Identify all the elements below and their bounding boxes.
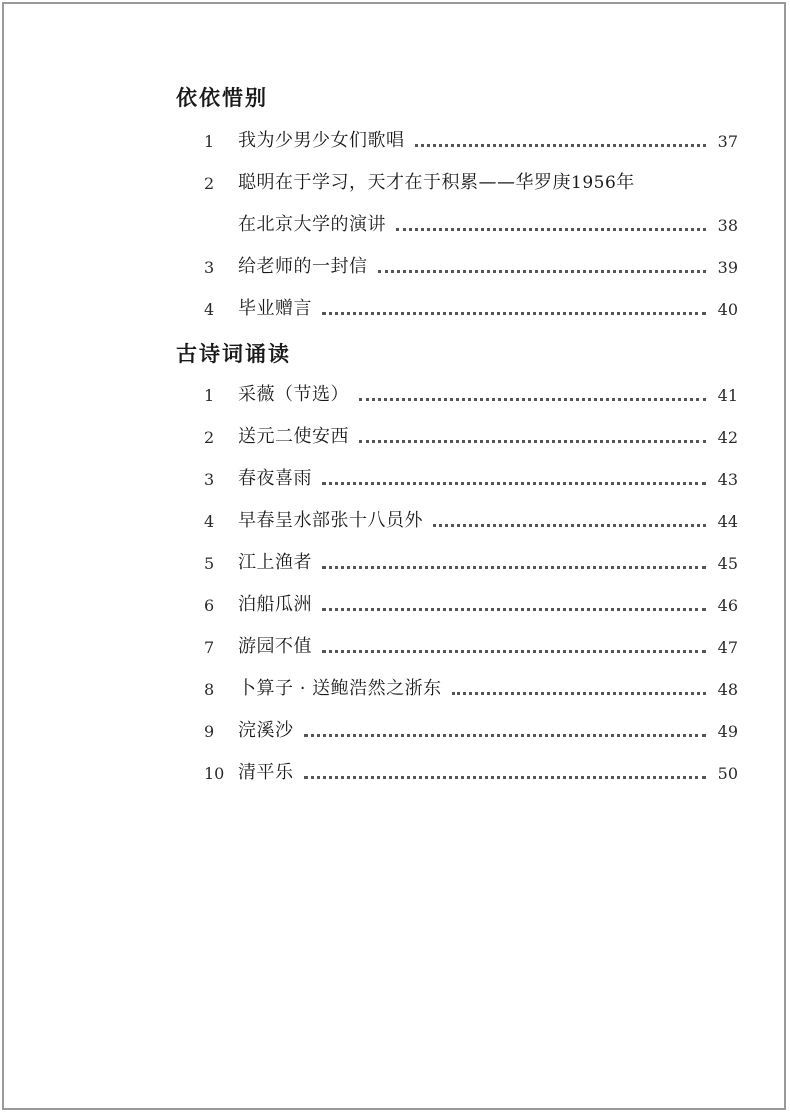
entry-number: 6 — [204, 596, 215, 615]
entry-page: 42 — [717, 428, 738, 447]
entry-page: 49 — [717, 722, 738, 741]
toc-entry[interactable] — [204, 590, 738, 616]
dot-leader — [359, 398, 706, 401]
entry-title-part: 聪明在于学习，天才在于积累——华罗庚 — [238, 172, 571, 193]
dot-leader — [433, 524, 706, 527]
entry-number: 3 — [204, 258, 215, 277]
dot-leader — [304, 734, 707, 737]
entry-title: 我为少男少女们歌唱 — [238, 130, 405, 151]
toc-entry[interactable] — [204, 126, 738, 152]
dot-leader — [322, 482, 706, 485]
toc-entry[interactable] — [204, 506, 738, 532]
entry-page: 44 — [717, 512, 738, 531]
entry-number: 2 — [204, 174, 215, 193]
entry-title-part: 年 — [616, 172, 635, 193]
entry-page: 43 — [717, 470, 738, 489]
entry-number: 7 — [204, 638, 215, 657]
entry-number: 4 — [204, 300, 215, 319]
toc-entry[interactable] — [204, 294, 738, 320]
entry-page: 47 — [717, 638, 738, 657]
dot-leader — [378, 270, 707, 273]
toc-entry[interactable] — [204, 674, 738, 700]
entry-title-line2: 在北京大学的演讲 — [238, 214, 386, 235]
toc-entry[interactable] — [204, 464, 738, 490]
entry-page: 48 — [717, 680, 738, 699]
entry-title: 浣溪沙 — [238, 720, 294, 741]
entry-title: 给老师的一封信 — [238, 256, 368, 277]
toc-entry[interactable] — [204, 380, 738, 406]
page — [2, 2, 786, 1110]
entry-page: 41 — [717, 386, 738, 405]
entry-page: 46 — [717, 596, 738, 615]
toc-entry[interactable] — [204, 548, 738, 574]
entry-title: 清平乐 — [238, 762, 294, 783]
entry-title-year: 1956 — [571, 173, 617, 193]
entry-number: 1 — [204, 132, 215, 151]
dot-leader — [322, 312, 706, 315]
entry-title: 采薇（节选） — [238, 384, 349, 405]
dot-leader — [322, 650, 706, 653]
entry-number: 4 — [204, 512, 215, 531]
entry-title: 毕业赠言 — [238, 298, 312, 319]
entry-number: 10 — [204, 764, 225, 783]
entry-number: 9 — [204, 722, 215, 741]
dot-leader — [452, 692, 706, 695]
entry-page: 50 — [717, 764, 738, 783]
entry-title: 游园不值 — [238, 636, 312, 657]
entry-number: 2 — [204, 428, 215, 447]
entry-number: 1 — [204, 386, 215, 405]
entry-number: 3 — [204, 470, 215, 489]
entry-number: 8 — [204, 680, 215, 699]
entry-title-line1 — [238, 172, 635, 194]
toc-entry[interactable] — [204, 758, 738, 784]
toc-entry[interactable] — [204, 716, 738, 742]
entry-title: 早春呈水部张十八员外 — [238, 510, 423, 531]
entry-page: 37 — [717, 132, 738, 151]
entry-page: 39 — [717, 258, 738, 277]
dot-leader — [322, 566, 706, 569]
toc-entry-line2[interactable] — [238, 210, 738, 236]
entry-page: 40 — [717, 300, 738, 319]
entry-number: 5 — [204, 554, 215, 573]
dot-leader — [322, 608, 706, 611]
dot-leader — [359, 440, 706, 443]
toc-entry[interactable] — [204, 252, 738, 278]
toc-entry[interactable] — [204, 422, 738, 448]
toc-entry-line1[interactable] — [204, 168, 738, 194]
section-title-yiyi-xibie: 依依惜别 — [176, 86, 268, 110]
dot-leader — [396, 228, 706, 231]
section-title-gushici-songdu: 古诗词诵读 — [176, 342, 291, 366]
dot-leader — [415, 144, 707, 147]
entry-page: 45 — [717, 554, 738, 573]
entry-title: 江上渔者 — [238, 552, 312, 573]
dot-leader — [304, 776, 707, 779]
entry-title: 卜算子 · 送鲍浩然之浙东 — [238, 678, 442, 699]
entry-title: 送元二使安西 — [238, 426, 349, 447]
entry-title: 春夜喜雨 — [238, 468, 312, 489]
toc-entry[interactable] — [204, 632, 738, 658]
entry-page: 38 — [717, 216, 738, 235]
entry-title: 泊船瓜洲 — [238, 594, 312, 615]
